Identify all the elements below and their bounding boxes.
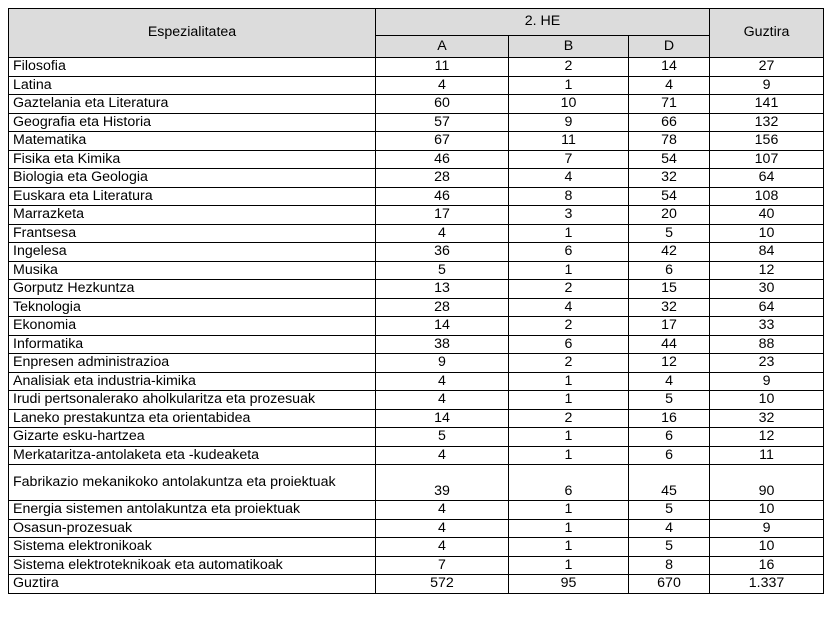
row-value-a: 4 [376,519,509,538]
table-row [9,150,824,169]
row-value-d: 4 [629,76,710,95]
row-specialty: Musika [9,261,376,280]
row-value-d: 5 [629,501,710,520]
table-row [9,391,824,410]
row-total: 10 [710,538,824,557]
table-row [9,446,824,465]
row-value-d: 14 [629,58,710,77]
row-value-d: 54 [629,150,710,169]
row-value-d: 4 [629,372,710,391]
row-value-d: 6 [629,261,710,280]
row-value-a: 4 [376,538,509,557]
row-value-b: 1 [509,261,629,280]
row-total: 9 [710,519,824,538]
totals-value-d: 670 [629,575,710,594]
table-row [9,298,824,317]
row-value-d: 8 [629,556,710,575]
row-value-b: 6 [509,243,629,262]
row-specialty: Euskara eta Literatura [9,187,376,206]
row-total: 64 [710,298,824,317]
row-total: 84 [710,243,824,262]
header-total: Guztira [710,9,824,58]
row-total: 64 [710,169,824,188]
table-row [9,501,824,520]
header-col-a: A [376,36,509,58]
row-value-d: 45 [629,465,710,501]
row-value-a: 28 [376,169,509,188]
totals-value-a: 572 [376,575,509,594]
row-value-b: 3 [509,206,629,225]
row-total: 132 [710,113,824,132]
row-specialty: Informatika [9,335,376,354]
row-total: 11 [710,446,824,465]
row-specialty: Enpresen administrazioa [9,354,376,373]
row-value-b: 2 [509,317,629,336]
table-row [9,428,824,447]
row-total: 27 [710,58,824,77]
table-container [8,8,824,594]
row-value-b: 4 [509,169,629,188]
row-value-d: 5 [629,538,710,557]
row-specialty: Sistema elektronikoak [9,538,376,557]
row-total: 9 [710,76,824,95]
row-value-a: 46 [376,150,509,169]
row-value-b: 2 [509,409,629,428]
row-value-b: 2 [509,58,629,77]
table-row [9,519,824,538]
row-specialty: Analisiak eta industria-kimika [9,372,376,391]
row-total: 32 [710,409,824,428]
row-specialty: Sistema elektroteknikoak eta automatikoak [9,556,376,575]
row-total: 141 [710,95,824,114]
row-value-b: 11 [509,132,629,151]
row-value-b: 1 [509,519,629,538]
row-specialty: Laneko prestakuntza eta orientabidea [9,409,376,428]
row-value-b: 2 [509,280,629,299]
row-value-b: 9 [509,113,629,132]
row-specialty: Marrazketa [9,206,376,225]
row-specialty: Merkataritza-antolaketa eta -kudeaketa [9,446,376,465]
row-value-d: 20 [629,206,710,225]
row-value-d: 44 [629,335,710,354]
table-row [9,354,824,373]
row-value-b: 4 [509,298,629,317]
row-value-b: 1 [509,224,629,243]
row-total: 9 [710,372,824,391]
table-row [9,538,824,557]
row-value-a: 11 [376,58,509,77]
table-row [9,280,824,299]
row-value-a: 67 [376,132,509,151]
row-value-d: 71 [629,95,710,114]
row-value-b: 1 [509,76,629,95]
row-value-b: 6 [509,335,629,354]
row-value-b: 1 [509,556,629,575]
row-specialty: Gorputz Hezkuntza [9,280,376,299]
table-row [9,317,824,336]
row-value-a: 60 [376,95,509,114]
table-row [9,372,824,391]
row-specialty: Gaztelania eta Literatura [9,95,376,114]
table-row [9,187,824,206]
row-value-a: 4 [376,446,509,465]
row-total: 88 [710,335,824,354]
row-total: 30 [710,280,824,299]
header-col-b: B [509,36,629,58]
table-row [9,132,824,151]
table-row [9,206,824,225]
row-value-d: 16 [629,409,710,428]
row-specialty: Frantsesa [9,224,376,243]
row-total: 12 [710,261,824,280]
table-row [9,169,824,188]
row-value-d: 5 [629,224,710,243]
row-value-a: 14 [376,317,509,336]
row-total: 10 [710,224,824,243]
row-total: 33 [710,317,824,336]
row-value-d: 42 [629,243,710,262]
row-specialty: Gizarte esku-hartzea [9,428,376,447]
row-value-a: 36 [376,243,509,262]
row-specialty: Fabrikazio mekanikoko antolakuntza eta proiektuak [9,465,376,501]
row-specialty: Osasun-prozesuak [9,519,376,538]
table-body [9,58,824,594]
row-value-b: 2 [509,354,629,373]
row-value-d: 12 [629,354,710,373]
row-specialty: Energia sistemen antolakuntza eta proiektuak [9,501,376,520]
row-value-a: 39 [376,465,509,501]
row-specialty: Matematika [9,132,376,151]
row-value-d: 4 [629,519,710,538]
row-total: 12 [710,428,824,447]
row-specialty: Irudi pertsonalerako aholkularitza eta prozesuak [9,391,376,410]
row-total: 40 [710,206,824,225]
row-value-b: 10 [509,95,629,114]
row-value-a: 38 [376,335,509,354]
row-value-b: 1 [509,501,629,520]
row-specialty: Ekonomia [9,317,376,336]
row-value-d: 5 [629,391,710,410]
row-value-d: 54 [629,187,710,206]
row-value-b: 1 [509,372,629,391]
row-value-a: 28 [376,298,509,317]
row-value-a: 7 [376,556,509,575]
totals-grand-total: 1.337 [710,575,824,594]
row-value-b: 8 [509,187,629,206]
header-specialty: Espezialitatea [9,9,376,58]
row-value-a: 4 [376,372,509,391]
row-total: 90 [710,465,824,501]
table-row [9,243,824,262]
table-row [9,261,824,280]
row-value-d: 32 [629,298,710,317]
table-row [9,409,824,428]
row-value-a: 13 [376,280,509,299]
totals-label: Guztira [9,575,376,594]
table-row [9,335,824,354]
row-value-d: 17 [629,317,710,336]
row-value-a: 17 [376,206,509,225]
table-row [9,58,824,77]
table-row [9,224,824,243]
row-total: 108 [710,187,824,206]
row-value-d: 6 [629,446,710,465]
row-specialty: Fisika eta Kimika [9,150,376,169]
row-value-a: 5 [376,428,509,447]
header-group: 2. HE [376,9,710,36]
row-value-b: 1 [509,391,629,410]
table-row [9,556,824,575]
row-value-a: 14 [376,409,509,428]
row-value-a: 4 [376,224,509,243]
row-value-b: 1 [509,538,629,557]
table-row [9,76,824,95]
row-specialty: Ingelesa [9,243,376,262]
row-value-a: 46 [376,187,509,206]
row-total: 156 [710,132,824,151]
row-value-d: 6 [629,428,710,447]
totals-value-b: 95 [509,575,629,594]
totals-row [9,575,824,594]
row-value-b: 6 [509,465,629,501]
row-value-d: 78 [629,132,710,151]
row-total: 10 [710,391,824,410]
row-total: 107 [710,150,824,169]
table-row [9,113,824,132]
row-value-a: 57 [376,113,509,132]
row-value-d: 32 [629,169,710,188]
row-value-a: 4 [376,501,509,520]
row-value-a: 5 [376,261,509,280]
row-value-b: 7 [509,150,629,169]
table-row [9,465,824,501]
row-value-a: 4 [376,391,509,410]
row-value-b: 1 [509,428,629,447]
row-specialty: Filosofia [9,58,376,77]
specialty-table [8,8,824,594]
row-value-b: 1 [509,446,629,465]
row-specialty: Biologia eta Geologia [9,169,376,188]
table-row [9,95,824,114]
row-value-a: 9 [376,354,509,373]
header-col-d: D [629,36,710,58]
row-specialty: Latina [9,76,376,95]
row-value-d: 15 [629,280,710,299]
row-specialty: Teknologia [9,298,376,317]
row-total: 23 [710,354,824,373]
row-total: 16 [710,556,824,575]
row-total: 10 [710,501,824,520]
row-value-d: 66 [629,113,710,132]
row-value-a: 4 [376,76,509,95]
row-specialty: Geografia eta Historia [9,113,376,132]
